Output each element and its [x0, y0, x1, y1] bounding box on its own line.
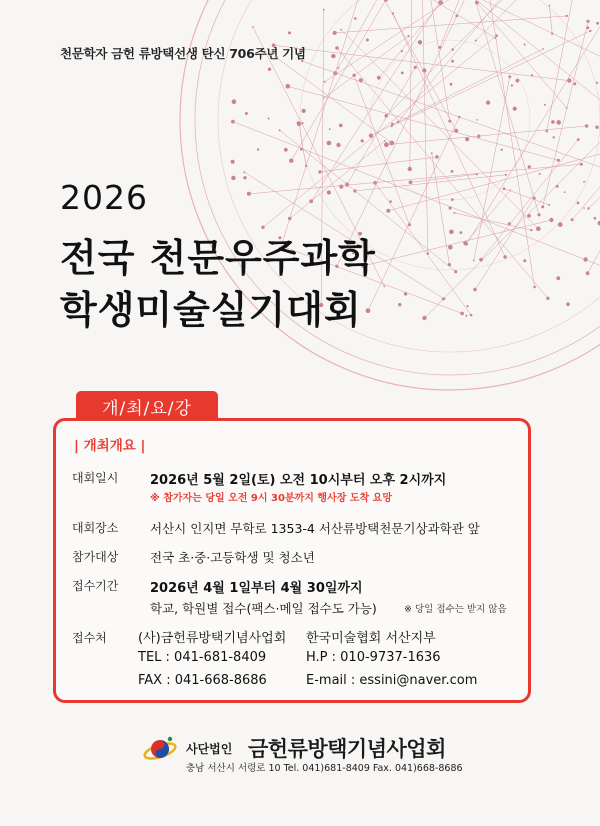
- event-title-line1: 전국 천문우주과학: [60, 236, 376, 280]
- right-org: 한국미술협회 서산지부: [306, 631, 436, 646]
- left-fax: FAX : 041-668-8686: [138, 673, 267, 688]
- left-tel: TEL : 041-681-8409: [138, 650, 267, 665]
- section-title: | 개최개요 |: [74, 438, 146, 454]
- right-email: E-mail : essini@naver.com: [306, 673, 478, 688]
- overview-box: [53, 418, 531, 703]
- contact-label: 접수처: [72, 631, 107, 645]
- period-method: 학교, 학원별 접수(팩스·메일 접수도 가능): [150, 601, 377, 616]
- period-note: ※ 당일 접수는 받지 않음: [404, 604, 507, 615]
- date-value: 2026년 5월 2일(토) 오전 10시부터 오후 2시까지: [150, 473, 447, 488]
- date-note: ※ 참가자는 당일 오전 9시 30분까지 행사장 도착 요망: [150, 493, 392, 504]
- overview-tab: 개/최/요/강: [76, 391, 218, 421]
- event-year: 2026: [60, 178, 148, 217]
- target-label: 참가대상: [72, 550, 119, 564]
- org-logo-icon: [142, 731, 178, 767]
- event-title-line2: 학생미술실기대회: [60, 288, 362, 332]
- right-hp: H.P : 010-9737-1636: [306, 650, 441, 665]
- period-label: 접수기간: [72, 579, 119, 593]
- org-name: 금헌류방택기념사업회: [248, 737, 446, 761]
- org-prefix: 사단법인: [186, 742, 233, 756]
- venue-value: 서산시 인지면 무학로 1353-4 서산류방택천문기상과학관 앞: [150, 521, 480, 536]
- target-value: 전국 초·중·고등학생 및 청소년: [150, 550, 315, 565]
- anniversary-subtitle: 천문학자 금헌 류방택선생 탄신 706주년 기념: [60, 46, 306, 61]
- period-value: 2026년 4월 1일부터 4월 30일까지: [150, 581, 363, 596]
- left-org: (사)금헌류방택기념사업회: [138, 631, 287, 646]
- venue-label: 대회장소: [72, 521, 119, 535]
- org-address: 충남 서산시 서령로 10 Tel. 041)681-8409 Fax. 041)668-8686: [186, 763, 463, 774]
- date-label: 대회일시: [72, 471, 119, 485]
